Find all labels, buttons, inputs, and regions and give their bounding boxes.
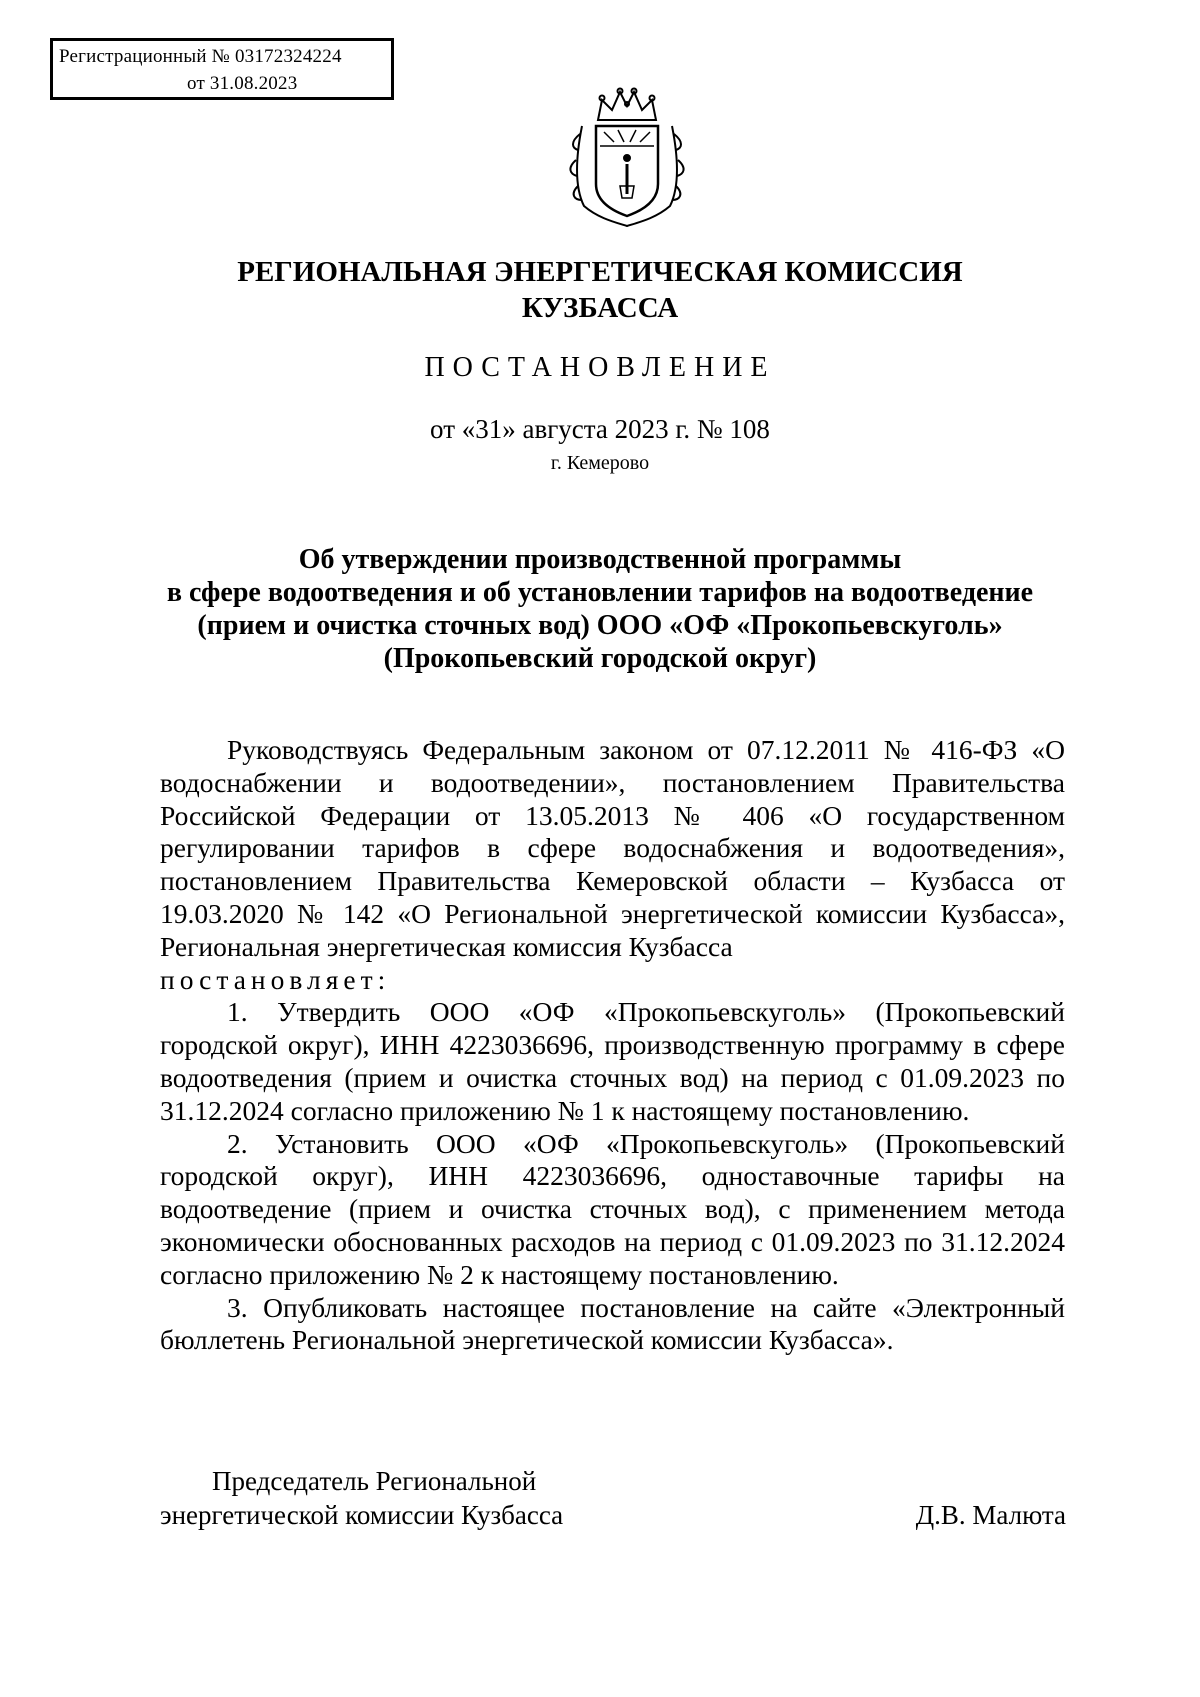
resolves-word: постановляет: (160, 963, 391, 995)
document-date-number: от «31» августа 2023 г. № 108 (430, 414, 770, 444)
registration-date: от 31.08.2023 (187, 73, 298, 94)
organization-name (180, 254, 1020, 326)
document-city: г. Кемерово (550, 452, 650, 474)
coat-of-arms-icon (568, 86, 686, 228)
document-subject (140, 543, 1060, 675)
subject-line: (прием и очистка сточных вод) ООО «ОФ «Прокопьевскуголь» (197, 610, 1003, 641)
signature-position-line-1: Председатель Региональной (212, 1466, 537, 1496)
point-2: 2. Установить ООО «ОФ «Прокопьевскуголь» (Прокопьевский городской округ), ИНН 4223036696, одноставочные тарифы на водоотведение (прием и очистка сточных вод), с применением метода экономически обоснованных расходов на период с 01.09.2023 по 31.12.2024 согласно приложению № 2 к настоящему постановлению. (160, 1127, 1065, 1290)
subject-line: Об утверждении производственной программы (298, 544, 902, 575)
subject-line: в сфере водоотведения и об установлении тарифов на водоотведение (166, 577, 1034, 608)
registration-number: Регистрационный № 03172324224 (59, 46, 342, 67)
document-type: ПОСТАНОВЛЕНИЕ (424, 352, 776, 383)
preamble-paragraph: Руководствуясь Федеральным законом от 07.12.2011 № 416-ФЗ «О водоснабжении и водоотведении», постановлением Правительства Российской Федерации от 13.05.2013 № 406 «О государственном регулировании тарифов в сфере водоснабжения и водоотведения», постановлением Правительства Кемеровской области – Кузбасса от 19.03.2020 № 142 «О Региональной энергетической комиссии Кузбасса», Региональная энергетическая комиссия Кузбасса (160, 734, 1065, 962)
point-3: 3. Опубликовать настоящее постановление на сайте «Электронный бюллетень Региональной энергетической комиссии Кузбасса». (160, 1291, 1065, 1356)
document-body (160, 734, 1065, 1357)
subject-line: (Прокопьевский городской округ) (383, 643, 817, 674)
signature-position (160, 1464, 563, 1532)
organization-line-2: КУЗБАССА (521, 292, 679, 324)
signature-position-line-2: энергетической комиссии Кузбасса (160, 1500, 564, 1530)
signature-name: Д.В. Малюта (915, 1500, 1066, 1530)
organization-line-1: РЕГИОНАЛЬНАЯ ЭНЕРГЕТИЧЕСКАЯ КОМИССИЯ (237, 256, 963, 288)
point-1: 1. Утвердить ООО «ОФ «Прокопьевскуголь» (Прокопьевский городской округ), ИНН 4223036696, производственную программу в сфере водоотведения (прием и очистка сточных вод) на период с 01.09.2023 по 31.12.2024 согласно приложению № 1 к настоящему постановлению. (160, 996, 1065, 1126)
registration-stamp (50, 38, 394, 100)
